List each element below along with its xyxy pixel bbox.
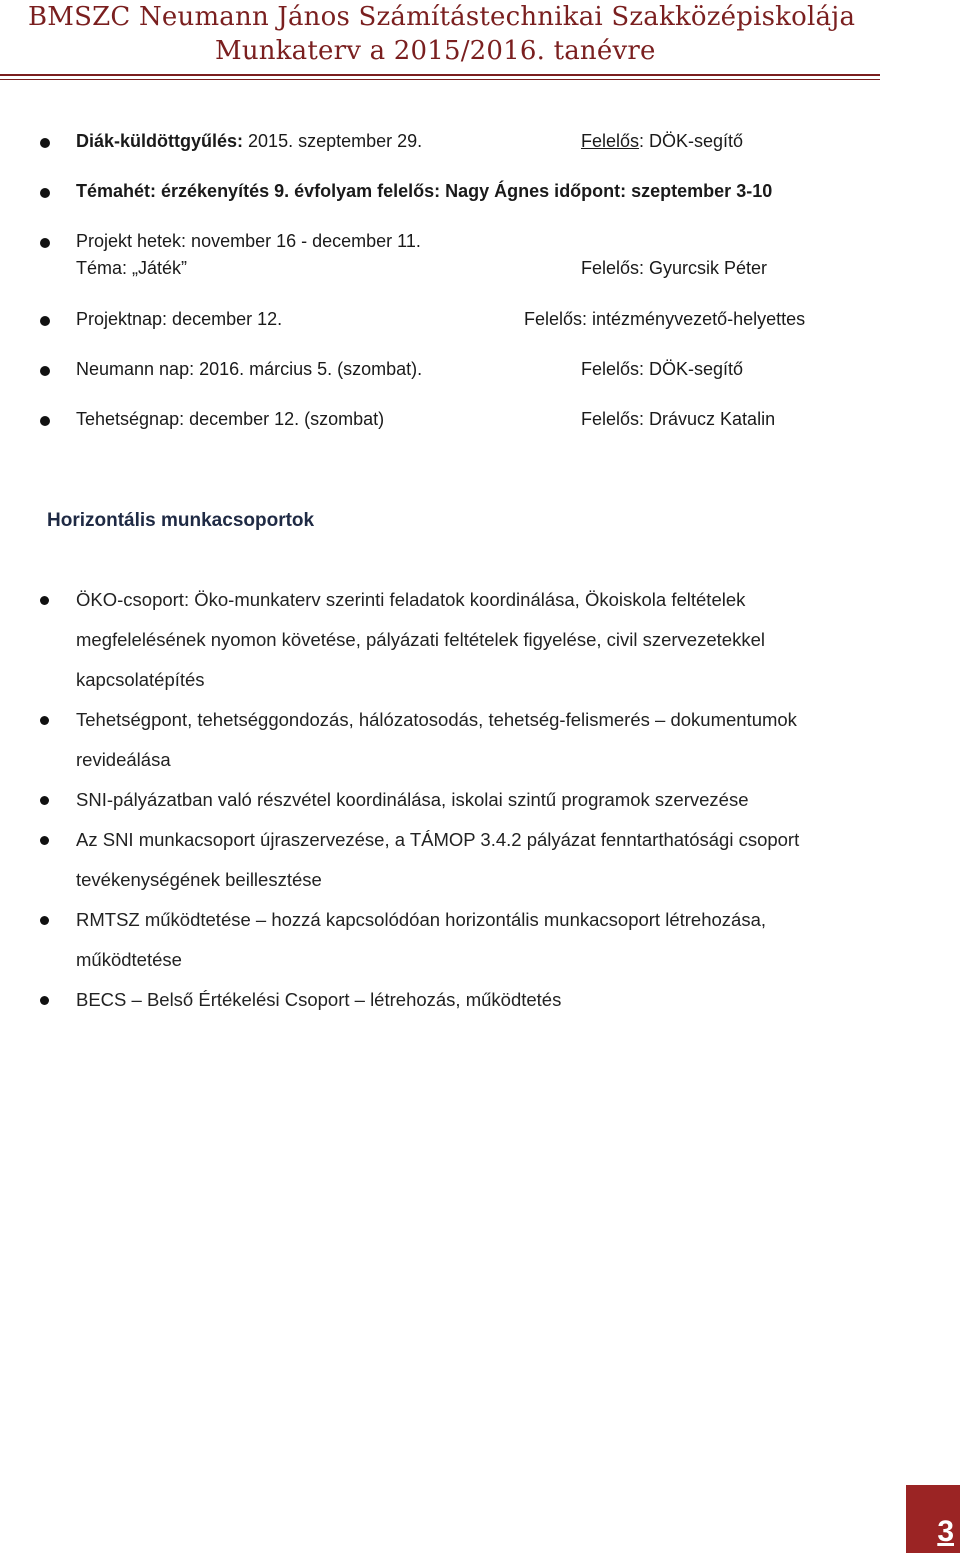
event-dak: [76, 131, 422, 152]
event-tehetsegnap: Tehetségnap: december 12. (szombat): [76, 409, 385, 429]
event-title: Diák-küldöttgyűlés:: [76, 131, 244, 151]
page-number-box: [906, 1485, 960, 1553]
list-line: revideálása: [76, 749, 171, 770]
bullet-icon: [40, 238, 50, 248]
list-line: BECS – Belső Értékelési Csoport – létrehozás, működtetés: [76, 989, 562, 1010]
list-line: Az SNI munkacsoport újraszervezése, a TÁMOP 3.4.2 pályázat fenntarthatósági csoport: [76, 829, 800, 850]
list-line: kapcsolatépítés: [76, 669, 205, 690]
responsible-value: : DÖK-segítő: [639, 131, 744, 151]
bullet-icon: [40, 138, 50, 148]
event-temahet: Témahét: érzékenyítés 9. évfolyam felelős: Nagy Ágnes időpont: szeptember 3-10: [76, 181, 773, 201]
event-responsible: Felelős: Drávucz Katalin: [581, 409, 776, 429]
bullet-icon: [40, 316, 50, 326]
bullet-icon: [40, 416, 50, 426]
event-projektnap: Projektnap: december 12.: [76, 309, 283, 329]
event-projekt-hetek: Projekt hetek: november 16 - december 11.: [76, 231, 421, 251]
bullet-icon: [40, 836, 49, 845]
header-school: BMSZC Neumann János Számítástechnikai Szakközépiskolája: [28, 2, 856, 32]
bullet-icon: [40, 188, 50, 198]
event-responsible: Felelős: DÖK-segítő: [581, 359, 744, 379]
list-line: működtetése: [76, 949, 182, 970]
page-number: 3: [937, 1515, 954, 1548]
list-line: Tehetségpont, tehetséggondozás, hálózatosodás, tehetség-felismerés – dokumentumok: [76, 709, 797, 730]
list-line: RMTSZ működtetése – hozzá kapcsolódóan horizontális munkacsoport létrehozása,: [76, 909, 766, 930]
event-responsible: [581, 131, 743, 152]
bullet-icon: [40, 716, 49, 725]
list-item: [76, 980, 896, 1020]
list-item: [76, 580, 896, 700]
list-line: ÖKO-csoport: Öko-munkaterv szerinti feladatok koordinálása, Ökoiskola feltételek: [76, 589, 746, 610]
bullet-icon: [40, 916, 49, 925]
list-item: [76, 700, 896, 780]
list-line: tevékenységének beillesztése: [76, 869, 322, 890]
list-item: [76, 780, 896, 820]
event-neumann-nap: Neumann nap: 2016. március 5. (szombat).: [76, 359, 423, 379]
event-date: 2015. szeptember 29.: [243, 131, 423, 151]
bullet-icon: [40, 366, 50, 376]
bullet-icon: [40, 596, 49, 605]
event-responsible: Felelős: intézményvezető-helyettes: [524, 309, 806, 329]
list-line: megfelelésének nyomon követése, pályázati feltételek figyelése, civil szervezetekkel: [76, 629, 765, 650]
list-line: SNI-pályázatban való részvétel koordinálása, iskolai szintű programok szervezése: [76, 789, 749, 810]
section-title: Horizontális munkacsoportok: [47, 510, 315, 531]
event-tema: Téma: „Játék”: [76, 258, 188, 278]
header-plan: Munkaterv a 2015/2016. tanévre: [215, 36, 656, 66]
bullet-icon: [40, 996, 49, 1005]
list-item: [76, 900, 896, 980]
list-item: [76, 820, 896, 900]
bullet-icon: [40, 796, 49, 805]
header-rule-thin: [0, 79, 880, 80]
responsible-label: Felelős: [581, 131, 640, 151]
event-responsible: Felelős: Gyurcsik Péter: [581, 258, 768, 278]
header-rule: [0, 74, 880, 76]
